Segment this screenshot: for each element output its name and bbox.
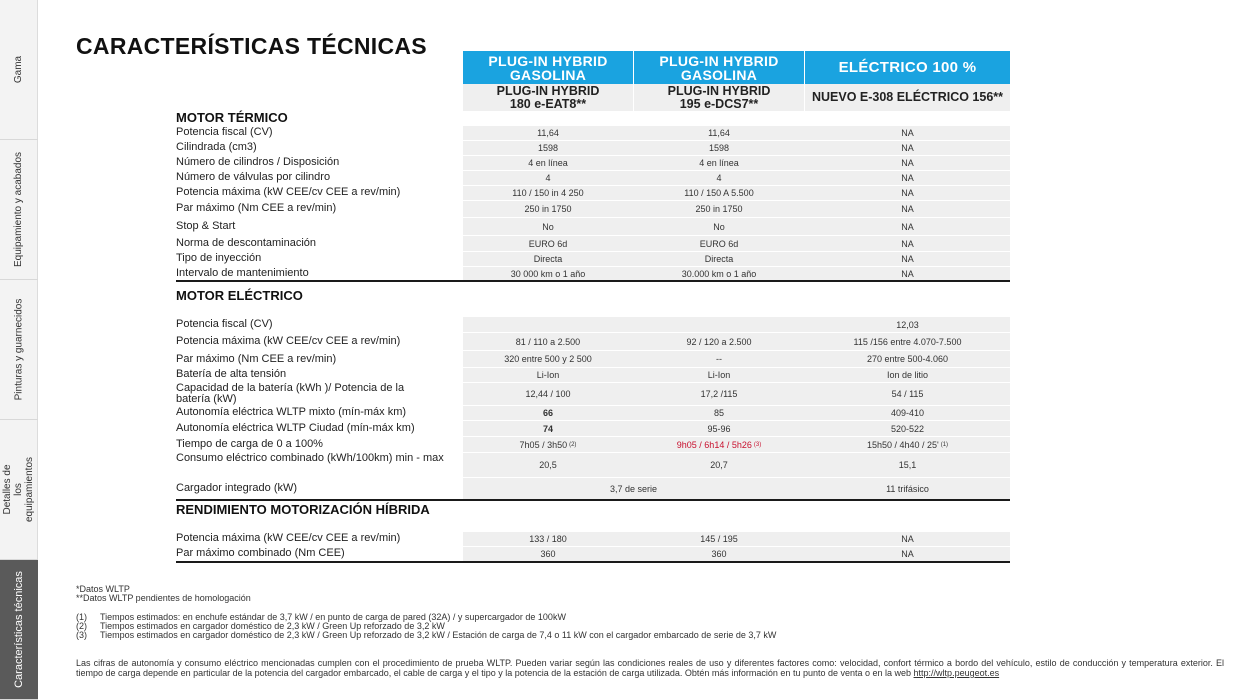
table-row xyxy=(176,201,1010,217)
sidebar-tab-detalles[interactable] xyxy=(0,420,38,560)
row-label: Autonomía eléctrica WLTP Ciudad (mín-máx km) xyxy=(176,422,415,434)
table-row xyxy=(176,317,1010,332)
cell: NA xyxy=(901,188,914,198)
cell: NA xyxy=(901,549,914,559)
column-subheader-phev-180 xyxy=(463,84,633,111)
row-label: Par máximo (Nm CEE a rev/min) xyxy=(176,353,337,365)
table-row xyxy=(176,126,1010,140)
page-title: CARACTERÍSTICAS TÉCNICAS xyxy=(76,33,427,59)
cell: 30 000 km o 1 año xyxy=(510,268,586,279)
cell-value: 15h50 / 4h40 / 25' xyxy=(866,439,939,450)
cell: 145 / 195 xyxy=(700,534,738,544)
cell xyxy=(463,317,633,332)
cell: 1598 xyxy=(537,143,559,153)
cell: Ion de litio xyxy=(886,370,929,380)
section-divider xyxy=(176,280,1010,282)
footnote-star: **Datos WLTP pendientes de homologación xyxy=(76,593,251,603)
table-row xyxy=(176,421,1010,436)
cell: NA xyxy=(901,204,914,214)
sidebar-tab-equipamiento[interactable] xyxy=(0,140,38,280)
row-label: Tipo de inyección xyxy=(176,252,262,264)
table-row xyxy=(176,156,1010,170)
table-row xyxy=(176,383,1010,405)
row-label: Potencia máxima (kW CEE/cv CEE a rev/min) xyxy=(176,335,401,347)
cell: Li-Ion xyxy=(536,370,560,380)
disclaimer-text: Las cifras de autonomía y consumo eléctrico mencionadas cumplen con el procedimiento de prueba WLTP. Pueden variar según las condiciones reales de uso y diferentes factores como: velocidad, confort térmico a bordo del vehículo, estilo de conducción y temperatura exterior. El tiempo de carga depende en particular de la potencia del cargador embarcado, el cable de carga y el tipo y la potencia de la estación de carga utilizada. Obtén más información en tu punto de venta o en la web xyxy=(76,658,1224,678)
table-row xyxy=(176,547,1010,561)
row-label: Par máximo (Nm CEE a rev/min) xyxy=(176,202,337,214)
row-label: Número de cilindros / Disposición xyxy=(176,156,340,168)
cell: No xyxy=(713,221,725,232)
cell: 1598 xyxy=(708,143,730,153)
footnote-ref: (3) xyxy=(753,441,762,448)
cell: 110 / 150 in 4 250 xyxy=(512,188,584,198)
row-label: Cilindrada (cm3) xyxy=(176,141,257,153)
table-row xyxy=(176,252,1010,266)
cell: 12,03 xyxy=(896,319,919,330)
cell: 20,5 xyxy=(539,460,557,470)
sidebar-tab-label: Equipamiento y acabados xyxy=(13,151,25,268)
cell: 3,7 de serie xyxy=(609,483,658,494)
cell xyxy=(634,317,804,332)
sidebar-tab-label: Detalles de los equipamientos xyxy=(2,456,36,523)
row-label: Intervalo de mantenimiento xyxy=(176,267,309,279)
row-label: Potencia máxima (kW CEE/cv CEE a rev/min) xyxy=(176,532,401,544)
cell: EURO 6d xyxy=(528,238,568,249)
cell: 270 entre 500-4.060 xyxy=(866,354,949,364)
cell: 17,2 /115 xyxy=(700,389,738,399)
cell: 360 xyxy=(540,549,556,559)
table-row xyxy=(176,333,1010,350)
section-title-hybrid: RENDIMIENTO MOTORIZACIÓN HÍBRIDA xyxy=(176,502,430,517)
cell xyxy=(463,437,633,452)
column-header-line: ELÉCTRICO 100 % xyxy=(838,58,977,76)
table-row xyxy=(176,437,1010,452)
cell: 4 xyxy=(716,173,722,183)
footnote-text: Tiempos estimados en cargador doméstico de 2,3 kW / Green Up reforzado de 3,2 kW xyxy=(100,621,445,631)
column-subheader-electric xyxy=(805,84,1010,111)
cell: NA xyxy=(901,238,914,249)
cell: NA xyxy=(901,268,914,279)
sidebar-tab-gama[interactable] xyxy=(0,0,38,140)
column-header-phev-180 xyxy=(463,51,633,84)
row-label: Consumo eléctrico combinado (kWh/100km) min - max xyxy=(176,452,444,464)
cell: NA xyxy=(901,128,914,138)
footnote-ref: (2) xyxy=(569,441,577,448)
table-row xyxy=(176,186,1010,200)
section-divider xyxy=(176,499,1010,501)
footnote-ref: (1) xyxy=(940,441,949,448)
cell: 409-410 xyxy=(890,408,925,418)
cell: 92 / 120 a 2.500 xyxy=(686,336,752,347)
footnote-text: Tiempos estimados en cargador doméstico de 2,3 kW / Green Up reforzado de 3,2 kW / Estación de carga de 7,4 o 11 kW con el cargador embarcado de serie de 3,7 kW xyxy=(100,630,777,640)
cell: 74 xyxy=(542,423,553,434)
column-subheader-line: 180 e-EAT8** xyxy=(509,96,587,111)
column-subheader-phev-195 xyxy=(634,84,804,111)
row-label: Cargador integrado (kW) xyxy=(176,482,298,494)
cell: 115 /156 entre 4.070-7.500 xyxy=(853,336,962,347)
table-row xyxy=(176,406,1010,420)
cell: 320 entre 500 y 2 500 xyxy=(504,354,592,364)
column-header-phev-195 xyxy=(634,51,804,84)
row-label: Batería de alta tensión xyxy=(176,368,287,380)
row-label: Tiempo de carga de 0 a 100% xyxy=(176,438,323,450)
cell: 85 xyxy=(713,408,724,418)
column-header-line: GASOLINA xyxy=(509,66,587,83)
sidebar-nav xyxy=(0,0,38,700)
column-subheader-line: PLUG-IN HYBRID xyxy=(667,83,771,98)
cell: 4 en línea xyxy=(528,158,568,168)
cell: -- xyxy=(716,354,722,364)
cell: 110 / 150 A 5.500 xyxy=(684,188,754,198)
cell: 81 / 110 a 2.500 xyxy=(515,336,581,347)
cell xyxy=(634,437,804,452)
table-row xyxy=(176,141,1010,155)
cell: 133 / 180 xyxy=(529,534,567,544)
cell: NA xyxy=(901,534,914,544)
section-divider xyxy=(176,561,1010,563)
column-subheader-line: PLUG-IN HYBRID xyxy=(496,83,600,98)
row-label: Número de válvulas por cilindro xyxy=(176,171,331,183)
cell: EURO 6d xyxy=(699,238,739,249)
cell: 4 xyxy=(545,173,551,183)
table-row xyxy=(176,453,1010,477)
row-label: Potencia fiscal (CV) xyxy=(176,126,273,138)
row-label: Autonomía eléctrica WLTP mixto (mín-máx km) xyxy=(176,406,407,418)
cell: 250 in 1750 xyxy=(695,204,743,214)
table-row xyxy=(176,478,1010,499)
table-row xyxy=(176,267,1010,280)
cell: 4 en línea xyxy=(699,158,739,168)
column-header-electric xyxy=(805,51,1010,84)
section-title-electric: MOTOR ELÉCTRICO xyxy=(176,288,303,303)
column-header-line: GASOLINA xyxy=(680,66,758,83)
column-subheader-line: NUEVO E-308 ELÉCTRICO 156** xyxy=(811,90,1004,104)
sidebar-tab-pinturas[interactable] xyxy=(0,280,38,420)
cell: 15,1 xyxy=(898,460,917,470)
cell: Directa xyxy=(704,254,734,264)
table-row xyxy=(176,368,1010,382)
column-header-line: PLUG-IN HYBRID xyxy=(659,52,779,69)
cell: Li-Ion xyxy=(707,370,731,380)
cell: NA xyxy=(901,143,914,153)
table-row xyxy=(176,351,1010,367)
cell: 250 in 1750 xyxy=(524,204,572,214)
cell: Directa xyxy=(533,254,563,264)
cell: 95-96 xyxy=(707,423,731,434)
table-row xyxy=(176,532,1010,546)
cell xyxy=(805,437,1010,452)
cell: NA xyxy=(901,158,914,168)
cell: 12,44 / 100 xyxy=(525,389,571,399)
row-label: Potencia máxima (kW CEE/cv CEE a rev/min) xyxy=(176,186,401,198)
wltp-link[interactable]: http://wltp.peugeot.es xyxy=(913,668,1000,678)
row-label: Capacidad de la batería (kWh )/ Potencia de la batería (kW) xyxy=(176,382,405,405)
table-row xyxy=(176,171,1010,185)
sidebar-tab-label: Características técnicas xyxy=(12,571,25,688)
cell: 66 xyxy=(542,408,553,418)
cell: No xyxy=(542,221,554,232)
footnote-number: (3) xyxy=(76,630,87,640)
footnote-text: Tiempos estimados: en enchufe estándar de 3,7 kW / en punto de carga de pared (32A) / y supercargador de 100kW xyxy=(100,612,566,622)
sidebar-tab-label: Pinturas y guarnecidos xyxy=(13,298,25,401)
cell: 30.000 km o 1 año xyxy=(681,268,757,279)
cell: NA xyxy=(901,254,914,264)
cell: 11,64 xyxy=(537,128,559,138)
column-header-line: PLUG-IN HYBRID xyxy=(488,52,608,69)
row-label: Par máximo combinado (Nm CEE) xyxy=(176,547,345,559)
sidebar-tab-label: Gama xyxy=(13,55,25,84)
cell: 20,7 xyxy=(710,460,728,470)
cell: 360 xyxy=(711,549,727,559)
cell: 11 trifásico xyxy=(886,483,929,494)
table-row xyxy=(176,218,1010,235)
column-subheader-line: 195 e-DCS7** xyxy=(679,96,759,111)
cell: 520-522 xyxy=(890,423,925,434)
row-label: Norma de descontaminación xyxy=(176,237,317,249)
cell: NA xyxy=(901,221,914,232)
cell: 54 / 115 xyxy=(891,389,924,399)
disclaimer xyxy=(76,658,1224,678)
footnote-number: (2) xyxy=(76,621,87,631)
cell: NA xyxy=(901,173,914,183)
footnote-number: (1) xyxy=(76,612,87,622)
row-label: Stop & Start xyxy=(176,220,236,232)
cell: 11,64 xyxy=(708,128,730,138)
cell-value: 9h05 / 6h14 / 5h26 xyxy=(676,439,752,450)
section-title-thermal: MOTOR TÉRMICO xyxy=(176,110,288,125)
table-row xyxy=(176,236,1010,251)
sidebar-tab-caracteristicas[interactable] xyxy=(0,560,38,700)
row-label: Potencia fiscal (CV) xyxy=(176,318,273,330)
cell-value: 7h05 / 3h50 xyxy=(519,439,568,450)
footnote-star: *Datos WLTP xyxy=(76,584,130,594)
